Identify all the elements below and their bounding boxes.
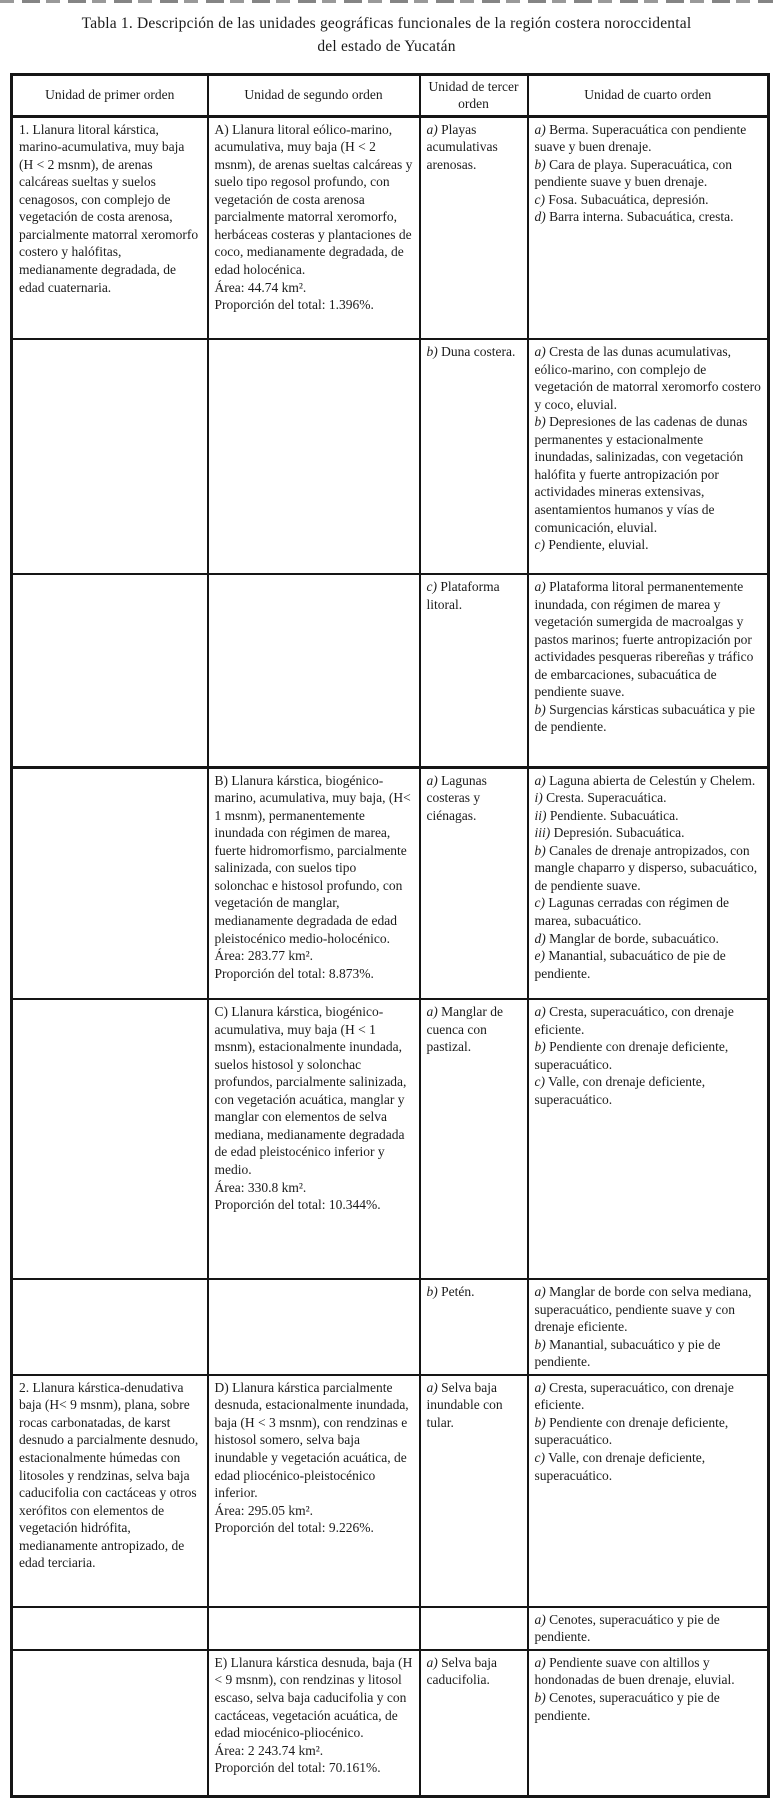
cell-paragraph: a) Plataforma litoral permanentemente inundada, con régimen de marea y vegetación sumergida de macroalgas y pastos marinos; fuerte antropización por actividades pesqueras ribereñas y tráfico de embarcaciones, subacuática de pendiente suave. [535, 578, 763, 701]
cell-paragraph: a) Cenotes, superacuático y pie de pendiente. [535, 1611, 763, 1646]
table-cell-r5-c2 [208, 999, 420, 1279]
cell-paragraph: a) Selva baja inundable con tular. [427, 1379, 522, 1432]
table-cell-r1-c4 [528, 116, 769, 339]
table-cell-r7-c3 [420, 1375, 528, 1607]
item-marker: a) [535, 1284, 546, 1299]
cell-paragraph: b) Canales de drenaje antropizados, con mangle chaparro y disperso, subacuático, de pendiente suave. [535, 842, 763, 895]
item-marker: d) [535, 931, 546, 946]
cell-paragraph: c) Lagunas cerradas con régimen de marea, subacuático. [535, 894, 763, 929]
item-marker: a) [427, 773, 438, 788]
table-caption-line1: Tabla 1. Descripción de las unidades geográficas funcionales de la región costera noroccidental [14, 12, 759, 35]
cell-paragraph: a) Cresta, superacuático, con drenaje eficiente. [535, 1379, 763, 1414]
cell-paragraph: C) Llanura kárstica, biogénico-acumulativa, muy baja (H < 1 msnm), estacionalmente inundada, suelos histosol y solonchac profundos, parcialmente salinizada, con vegetación acuática, manglar y manglar con elementos de selva mediana, medianamente degradada de edad pleistocénico inferior y medio. [215, 1003, 414, 1178]
cell-paragraph: b) Pendiente con drenaje deficiente, superacuático. [535, 1414, 763, 1449]
item-marker: i) [535, 790, 543, 805]
item-marker: b) [535, 702, 546, 717]
table-row-7 [12, 1375, 769, 1607]
cell-paragraph: 2. Llanura kárstica-denudativa baja (H< 9 msnm), plana, sobre rocas carbonatadas, de karst desnudo a parcialmente desnudo, estacionalmente húmedas con litosoles y rendzinas, selva baja caducifolia con cactáceas y otros xerófitos con elementos de vegetación hidrófita, medianamente antropizado, de edad terciaria. [19, 1379, 202, 1572]
cell-paragraph: Área: 283.77 km². [215, 947, 414, 965]
cell-paragraph: iii) Depresión. Subacuática. [535, 824, 763, 842]
item-marker: a) [535, 1655, 546, 1670]
column-header-3: Unidad de tercer orden [420, 74, 528, 116]
cell-paragraph: a) Manglar de cuenca con pastizal. [427, 1003, 522, 1056]
table-caption-line2: del estado de Yucatán [14, 35, 759, 58]
table-cell-r4-c3 [420, 767, 528, 999]
item-marker: c) [535, 192, 546, 207]
item-marker: b) [535, 843, 546, 858]
table-cell-r1-c1 [12, 116, 208, 339]
table-cell-r5-c3 [420, 999, 528, 1279]
item-marker: b) [427, 344, 438, 359]
cell-paragraph: b) Cara de playa. Superacuática, con pendiente suave y buen drenaje. [535, 156, 763, 191]
cell-paragraph: 1. Llanura litoral kárstica, marino-acumulativa, muy baja (H < 2 msnm), de arenas calcáreas sueltas y suelos cenagosos, con complejo de vegetación de costa arenosa, parcialmente matorral xeromorfo costero y halófitas, medianamente degradada, de edad cuaternaria. [19, 121, 202, 296]
item-marker: a) [427, 122, 438, 137]
table-cell-r7-c4 [528, 1375, 769, 1607]
cell-paragraph: d) Barra interna. Subacuática, cresta. [535, 208, 763, 226]
cell-paragraph: a) Selva baja caducifolia. [427, 1654, 522, 1689]
cell-paragraph: a) Pendiente suave con altillos y hondonadas de buen drenaje, eluvial. [535, 1654, 763, 1689]
cell-paragraph: b) Manantial, subacuático y pie de pendiente. [535, 1336, 763, 1371]
table-cell-r1-c2 [208, 116, 420, 339]
table-row-8 [12, 1607, 769, 1650]
cell-paragraph: a) Cresta, superacuático, con drenaje eficiente. [535, 1003, 763, 1038]
table-cell-r4-c2 [208, 767, 420, 999]
table-header-row [12, 74, 769, 116]
item-marker: b) [535, 1415, 546, 1430]
cell-paragraph: Proporción del total: 10.344%. [215, 1196, 414, 1214]
table-row-1 [12, 116, 769, 339]
item-marker: b) [535, 414, 546, 429]
table-cell-r9-c2 [208, 1650, 420, 1797]
table-cell-r3-c3 [420, 574, 528, 767]
column-header-1: Unidad de primer orden [12, 74, 208, 116]
item-marker: a) [535, 122, 546, 137]
table-cell-r9-c1 [12, 1650, 208, 1797]
cell-paragraph: Área: 330.8 km². [215, 1179, 414, 1197]
cell-paragraph: a) Playas acumulativas arenosas. [427, 121, 522, 174]
table-cell-r9-c4 [528, 1650, 769, 1797]
table-cell-r2-c3 [420, 339, 528, 574]
cell-paragraph: d) Manglar de borde, subacuático. [535, 930, 763, 948]
item-marker: d) [535, 209, 546, 224]
table-cell-r8-c3 [420, 1607, 528, 1650]
item-marker: b) [535, 157, 546, 172]
geographic-units-table [10, 73, 770, 1798]
table-cell-r5-c4 [528, 999, 769, 1279]
cell-paragraph: i) Cresta. Superacuática. [535, 789, 763, 807]
item-marker: a) [535, 344, 546, 359]
table-cell-r3-c2 [208, 574, 420, 767]
table-cell-r4-c1 [12, 767, 208, 999]
table-cell-r1-c3 [420, 116, 528, 339]
table-cell-r7-c2 [208, 1375, 420, 1607]
table-cell-r9-c3 [420, 1650, 528, 1797]
item-marker: b) [535, 1337, 546, 1352]
cell-paragraph: a) Lagunas costeras y ciénagas. [427, 772, 522, 825]
cell-paragraph: B) Llanura kárstica, biogénico-marino, acumulativa, muy baja, (H< 1 msnm), permanentemente inundada con régimen de marea, fuerte hidromorfismo, parcialmente salinizada, con suelos tipo solonchac e histosol profundo, con vegetación de manglar, medianamente degradada de edad pleistocénico medio-holocénico. [215, 772, 414, 947]
table-cell-r6-c4 [528, 1279, 769, 1375]
cell-paragraph: c) Valle, con drenaje deficiente, superacuático. [535, 1449, 763, 1484]
cell-paragraph: c) Fosa. Subacuática, depresión. [535, 191, 763, 209]
cell-paragraph: a) Manglar de borde con selva mediana, superacuático, pendiente suave y con drenaje eficiente. [535, 1283, 763, 1336]
column-header-4: Unidad de cuarto orden [528, 74, 769, 116]
cell-paragraph: Proporción del total: 70.161%. [215, 1759, 414, 1777]
cell-paragraph: c) Pendiente, eluvial. [535, 536, 763, 554]
item-marker: c) [535, 1450, 546, 1465]
cell-paragraph: b) Duna costera. [427, 343, 522, 361]
item-marker: a) [535, 1004, 546, 1019]
item-marker: e) [535, 948, 546, 963]
table-row-2 [12, 339, 769, 574]
cell-paragraph: a) Laguna abierta de Celestún y Chelem. [535, 772, 763, 790]
item-marker: ii) [535, 808, 547, 823]
table-row-6 [12, 1279, 769, 1375]
table-cell-r8-c1 [12, 1607, 208, 1650]
cell-paragraph: c) Valle, con drenaje deficiente, superacuático. [535, 1073, 763, 1108]
column-header-2: Unidad de segundo orden [208, 74, 420, 116]
cell-paragraph: e) Manantial, subacuático de pie de pendiente. [535, 947, 763, 982]
item-marker: a) [535, 579, 546, 594]
table-caption [14, 12, 759, 59]
item-marker: c) [535, 1074, 546, 1089]
cell-paragraph: Área: 295.05 km². [215, 1502, 414, 1520]
table-cell-r5-c1 [12, 999, 208, 1279]
item-marker: c) [535, 895, 546, 910]
table-cell-r8-c2 [208, 1607, 420, 1650]
table-cell-r3-c1 [12, 574, 208, 767]
cell-paragraph: b) Depresiones de las cadenas de dunas permanentes y estacionalmente inundadas, salinizadas, con vegetación halófita y fuerte antropización por actividades mineras extensivas, asentamientos humanos y vías de comunicación, eluvial. [535, 413, 763, 536]
cell-paragraph: ii) Pendiente. Subacuática. [535, 807, 763, 825]
item-marker: b) [535, 1690, 546, 1705]
item-marker: a) [427, 1655, 438, 1670]
item-marker: a) [535, 1612, 546, 1627]
cell-paragraph: a) Cresta de las dunas acumulativas, eólico-marino, con complejo de vegetación de matorral xeromorfo costero y coco, eluvial. [535, 343, 763, 413]
table-cell-r4-c4 [528, 767, 769, 999]
cell-paragraph: b) Pendiente con drenaje deficiente, superacuático. [535, 1038, 763, 1073]
cell-paragraph: b) Petén. [427, 1283, 522, 1301]
cell-paragraph: A) Llanura litoral eólico-marino, acumulativa, muy baja (H < 2 msnm), de arenas sueltas calcáreas y suelo tipo regosol profundo, con vegetación de costa arenosa parcialmente matorral xeromorfo, herbáceas costeras y plantaciones de coco, medianamente degradada, de edad holocénica. [215, 121, 414, 279]
table-row-5 [12, 999, 769, 1279]
item-marker: a) [427, 1380, 438, 1395]
table-cell-r7-c1 [12, 1375, 208, 1607]
item-marker: a) [535, 773, 546, 788]
item-marker: b) [535, 1039, 546, 1054]
item-marker: a) [535, 1380, 546, 1395]
cell-paragraph: D) Llanura kárstica parcialmente desnuda, estacionalmente inundada, baja (H < 3 msnm), con rendzinas e histosol somero, selva baja inundable y vegetación acuática, de edad pliocénico-pleistocénico inferior. [215, 1379, 414, 1502]
cell-paragraph: Área: 2 243.74 km². [215, 1742, 414, 1760]
cell-paragraph: Proporción del total: 1.396%. [215, 296, 414, 314]
table-cell-r2-c1 [12, 339, 208, 574]
table-body [12, 116, 769, 1797]
table-row-3 [12, 574, 769, 767]
cell-paragraph: Área: 44.74 km². [215, 279, 414, 297]
cell-paragraph: c) Plataforma litoral. [427, 578, 522, 613]
cell-paragraph: a) Berma. Superacuática con pendiente suave y buen drenaje. [535, 121, 763, 156]
table-cell-r2-c4 [528, 339, 769, 574]
cell-paragraph: E) Llanura kárstica desnuda, baja (H < 9 msnm), con rendzinas y litosol escaso, selva baja caducifolia y con cactáceas, vegetación acuática, de edad miocénico-pliocénico. [215, 1654, 414, 1742]
item-marker: iii) [535, 825, 551, 840]
table-row-9 [12, 1650, 769, 1797]
table-cell-r6-c2 [208, 1279, 420, 1375]
table-cell-r6-c1 [12, 1279, 208, 1375]
cell-paragraph: Proporción del total: 8.873%. [215, 965, 414, 983]
page-crop-artifact [0, 0, 773, 3]
item-marker: b) [427, 1284, 438, 1299]
item-marker: c) [535, 537, 546, 552]
table-row-4 [12, 767, 769, 999]
cell-paragraph: b) Surgencias kársticas subacuática y pie de pendiente. [535, 701, 763, 736]
cell-paragraph: b) Cenotes, superacuático y pie de pendiente. [535, 1689, 763, 1724]
item-marker: c) [427, 579, 438, 594]
cell-paragraph: Proporción del total: 9.226%. [215, 1519, 414, 1537]
table-cell-r2-c2 [208, 339, 420, 574]
table-cell-r6-c3 [420, 1279, 528, 1375]
table-cell-r3-c4 [528, 574, 769, 767]
table-cell-r8-c4 [528, 1607, 769, 1650]
item-marker: a) [427, 1004, 438, 1019]
